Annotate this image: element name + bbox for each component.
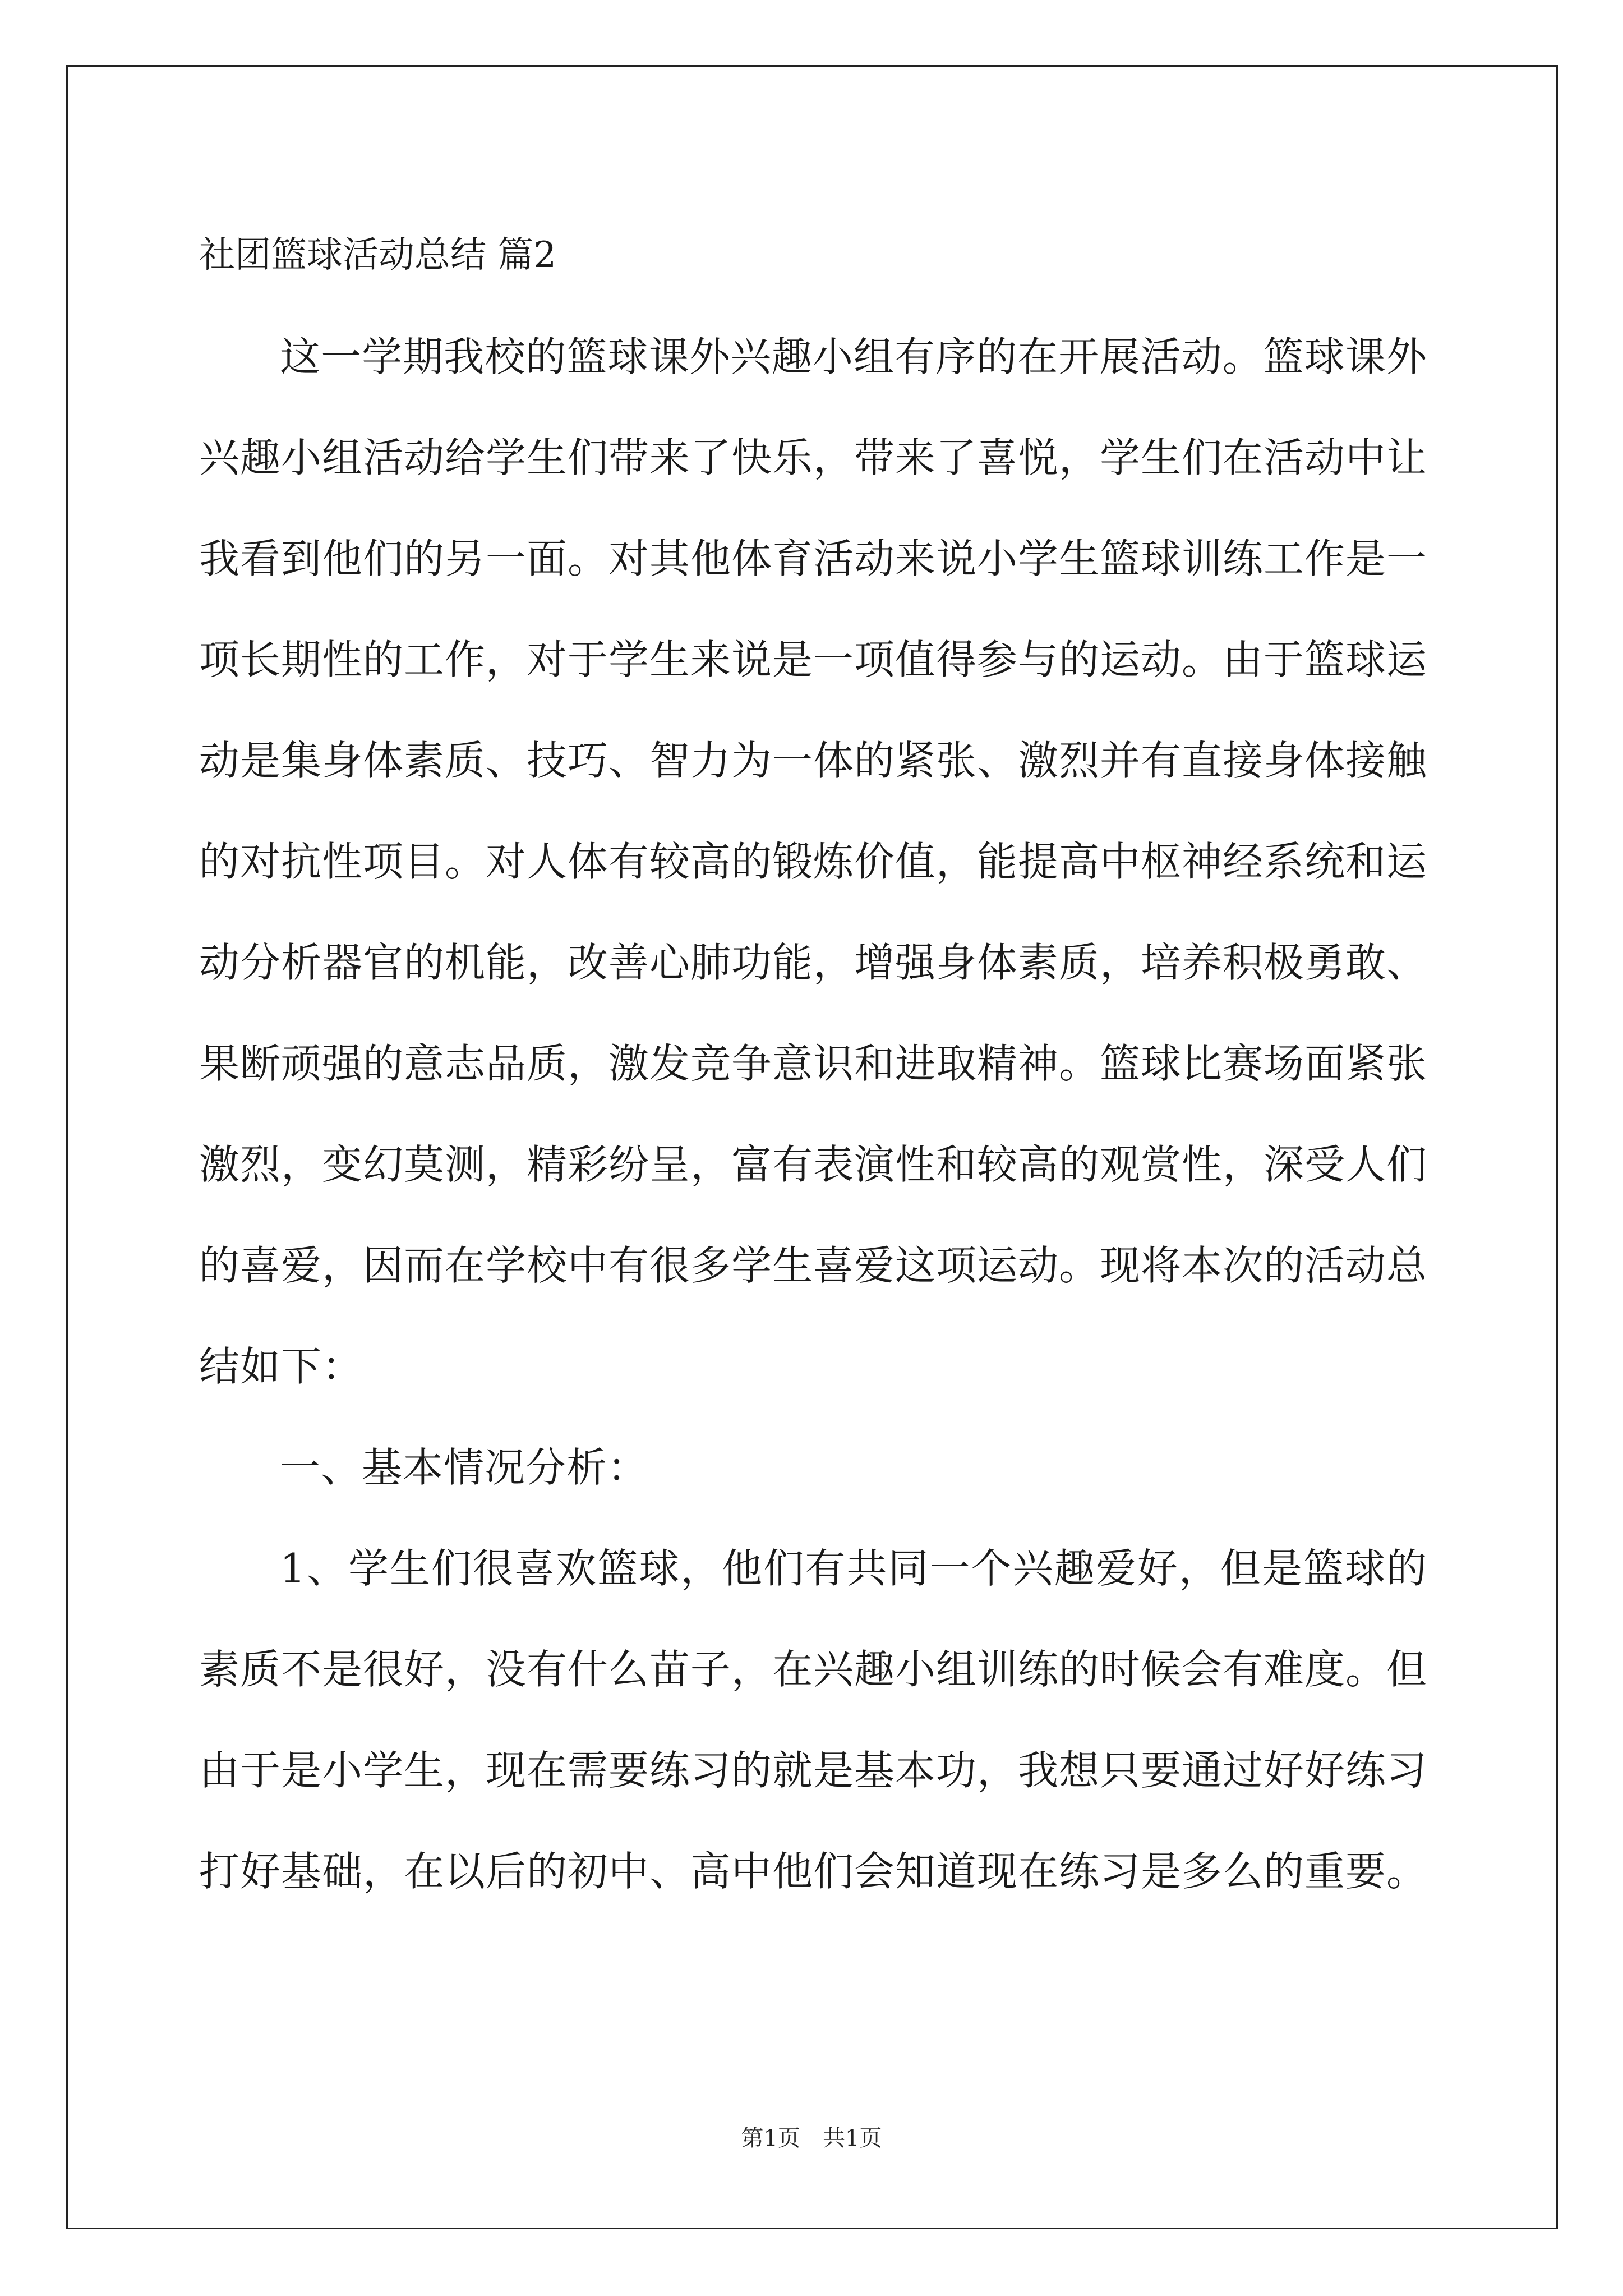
document-title: 社团篮球活动总结 篇2 — [199, 234, 557, 276]
paragraph-section-heading: 一、基本情况分析： — [280, 1444, 649, 1491]
page-footer: 第1页 共1页 — [741, 2125, 882, 2151]
document-body — [199, 224, 1427, 1922]
paragraph-point-1: 1、学生们很喜欢篮球，他们有共同一个兴趣爱好，但是篮球的素质不是很好，没有什么苗子，在兴趣小组训练的时候会有难度。但由于是小学生，现在需要练习的就是基本功，我想只要通过好好练习打好基础，在以后的初中、高中他们会知道现在练习是多么的重要。 — [199, 1545, 1428, 1895]
paragraph-intro: 这一学期我校的篮球课外兴趣小组有序的在开展活动。篮球课外兴趣小组活动给学生们带来了快乐，带来了喜悦，学生们在活动中让我看到他们的另一面。对其他体育活动来说小学生篮球训练工作是一项长期性的工作，对于学生来说是一项值得参与的运动。由于篮球运动是集身体素质、技巧、智力为一体的紧张、激烈并有直接身体接触的对抗性项目。对人体有较高的锻炼价值，能提高中枢神经系统和运动分析器官的机能，改善心肺功能，增强身体素质，培养积极勇敢、果断顽强的意志品质，激发竞争意识和进取精神。篮球比赛场面紧张激烈，变幻莫测，精彩纷呈，富有表演性和较高的观赏性，深受人们的喜爱，因而在学校中有很多学生喜爱这项运动。现将本次的活动总结如下： — [199, 333, 1428, 1390]
